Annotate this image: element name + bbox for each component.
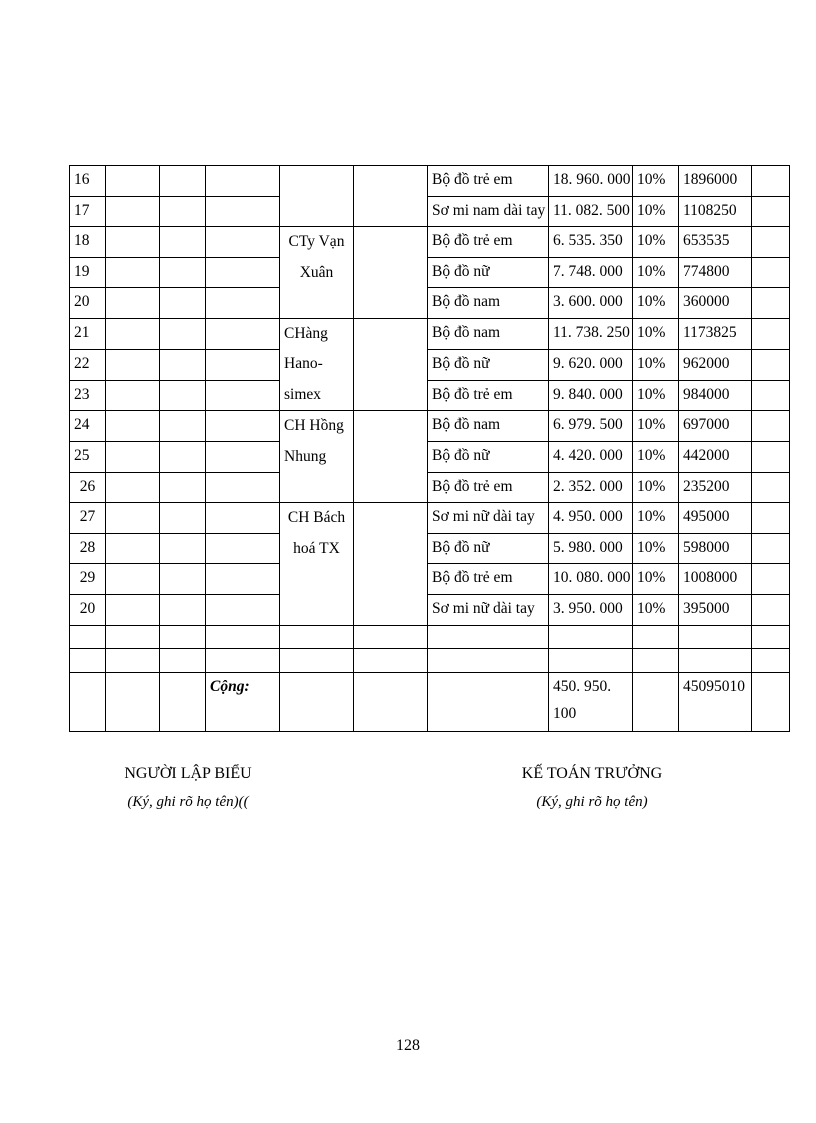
amount: 11. 738. 250 bbox=[549, 318, 633, 349]
total-row bbox=[70, 672, 790, 731]
preparer-note: (Ký, ghi rõ họ tên)(( bbox=[127, 794, 249, 810]
amount: 18. 960. 000 bbox=[549, 166, 633, 197]
tax-amount: 495000 bbox=[679, 503, 752, 534]
item-name: Bộ đồ trẻ em bbox=[428, 166, 549, 197]
tax-rate: 10% bbox=[633, 533, 679, 564]
preparer-title: NGƯỜI LẬP BIỂU bbox=[124, 765, 252, 782]
chief-accountant-note: (Ký, ghi rõ họ tên) bbox=[536, 794, 648, 810]
amount: 9. 840. 000 bbox=[549, 380, 633, 411]
item-name: Sơ mi nữ dài tay bbox=[428, 595, 549, 626]
table-row bbox=[70, 564, 790, 595]
tax-amount: 774800 bbox=[679, 257, 752, 288]
tax-amount: 697000 bbox=[679, 411, 752, 442]
tax-rate: 10% bbox=[633, 564, 679, 595]
tax-amount: 962000 bbox=[679, 349, 752, 380]
table-row bbox=[70, 196, 790, 227]
amount: 3. 600. 000 bbox=[549, 288, 633, 319]
total-amount: 450. 950. 100 bbox=[549, 672, 633, 731]
amount: 4. 950. 000 bbox=[549, 503, 633, 534]
row-number: 20 bbox=[70, 288, 106, 319]
item-name: Bộ đồ nữ bbox=[428, 349, 549, 380]
row-number: 23 bbox=[70, 380, 106, 411]
table-row bbox=[70, 257, 790, 288]
tax-rate: 10% bbox=[633, 257, 679, 288]
row-number: 22 bbox=[70, 349, 106, 380]
tax-amount: 442000 bbox=[679, 442, 752, 473]
item-name: Bộ đồ trẻ em bbox=[428, 227, 549, 258]
amount: 3. 950. 000 bbox=[549, 595, 633, 626]
row-number: 17 bbox=[70, 196, 106, 227]
row-number: 27 bbox=[70, 503, 106, 534]
amount: 10. 080. 000 bbox=[549, 564, 633, 595]
table-row bbox=[70, 318, 790, 349]
tax-amount: 598000 bbox=[679, 533, 752, 564]
store-name: CTy Vạn Xuân bbox=[280, 227, 354, 319]
tax-rate: 10% bbox=[633, 166, 679, 197]
tax-amount: 1173825 bbox=[679, 318, 752, 349]
item-name: Bộ đồ nữ bbox=[428, 442, 549, 473]
row-number: 26 bbox=[70, 472, 106, 503]
table-row bbox=[70, 411, 790, 442]
chief-accountant-signature bbox=[462, 760, 722, 816]
row-number: 21 bbox=[70, 318, 106, 349]
item-name: Bộ đồ nữ bbox=[428, 257, 549, 288]
preparer-signature bbox=[58, 760, 318, 816]
table-row bbox=[70, 533, 790, 564]
store-name: CHàng Hano-simex bbox=[280, 318, 354, 411]
row-number: 20 bbox=[70, 595, 106, 626]
tax-rate: 10% bbox=[633, 595, 679, 626]
tax-amount: 360000 bbox=[679, 288, 752, 319]
row-number: 16 bbox=[70, 166, 106, 197]
tax-amount: 1008000 bbox=[679, 564, 752, 595]
item-name: Sơ mi nữ dài tay bbox=[428, 503, 549, 534]
row-number: 28 bbox=[70, 533, 106, 564]
item-name: Bộ đồ nam bbox=[428, 411, 549, 442]
table-row bbox=[70, 442, 790, 473]
row-number: 18 bbox=[70, 227, 106, 258]
tax-rate: 10% bbox=[633, 196, 679, 227]
tax-rate: 10% bbox=[633, 288, 679, 319]
item-name: Bộ đồ trẻ em bbox=[428, 472, 549, 503]
table-row-empty bbox=[70, 649, 790, 673]
item-name: Sơ mi nam dài tay bbox=[428, 196, 549, 227]
total-tax: 45095010 bbox=[679, 672, 752, 731]
table-row bbox=[70, 288, 790, 319]
amount: 11. 082. 500 bbox=[549, 196, 633, 227]
tax-rate: 10% bbox=[633, 503, 679, 534]
chief-accountant-title: KẾ TOÁN TRƯỞNG bbox=[521, 765, 663, 782]
tax-amount: 1108250 bbox=[679, 196, 752, 227]
item-name: Bộ đồ nữ bbox=[428, 533, 549, 564]
total-label: Cộng: bbox=[206, 672, 280, 731]
table-row bbox=[70, 380, 790, 411]
amount: 2. 352. 000 bbox=[549, 472, 633, 503]
tax-amount: 395000 bbox=[679, 595, 752, 626]
store-cell-empty bbox=[280, 166, 354, 227]
amount: 5. 980. 000 bbox=[549, 533, 633, 564]
tax-rate: 10% bbox=[633, 349, 679, 380]
amount: 9. 620. 000 bbox=[549, 349, 633, 380]
row-number: 25 bbox=[70, 442, 106, 473]
row-number: 29 bbox=[70, 564, 106, 595]
table-row bbox=[70, 472, 790, 503]
table-row bbox=[70, 166, 790, 197]
store-name: CH Hồng Nhung bbox=[280, 411, 354, 503]
amount: 4. 420. 000 bbox=[549, 442, 633, 473]
table-row bbox=[70, 503, 790, 534]
item-name: Bộ đồ nam bbox=[428, 288, 549, 319]
page-number: 128 bbox=[396, 1037, 420, 1054]
row-number: 24 bbox=[70, 411, 106, 442]
item-name: Bộ đồ trẻ em bbox=[428, 564, 549, 595]
invoice-table bbox=[69, 165, 790, 732]
table-row bbox=[70, 349, 790, 380]
tax-amount: 235200 bbox=[679, 472, 752, 503]
row-number: 19 bbox=[70, 257, 106, 288]
tax-rate: 10% bbox=[633, 380, 679, 411]
amount: 6. 535. 350 bbox=[549, 227, 633, 258]
table-row bbox=[70, 227, 790, 258]
tax-rate: 10% bbox=[633, 442, 679, 473]
tax-rate: 10% bbox=[633, 411, 679, 442]
tax-amount: 984000 bbox=[679, 380, 752, 411]
amount: 7. 748. 000 bbox=[549, 257, 633, 288]
amount: 6. 979. 500 bbox=[549, 411, 633, 442]
tax-rate: 10% bbox=[633, 472, 679, 503]
table-row-empty bbox=[70, 625, 790, 649]
item-name: Bộ đồ trẻ em bbox=[428, 380, 549, 411]
store-name: CH Bách hoá TX bbox=[280, 503, 354, 625]
tax-rate: 10% bbox=[633, 318, 679, 349]
tax-rate: 10% bbox=[633, 227, 679, 258]
table-row bbox=[70, 595, 790, 626]
tax-amount: 653535 bbox=[679, 227, 752, 258]
item-name: Bộ đồ nam bbox=[428, 318, 549, 349]
tax-amount: 1896000 bbox=[679, 166, 752, 197]
